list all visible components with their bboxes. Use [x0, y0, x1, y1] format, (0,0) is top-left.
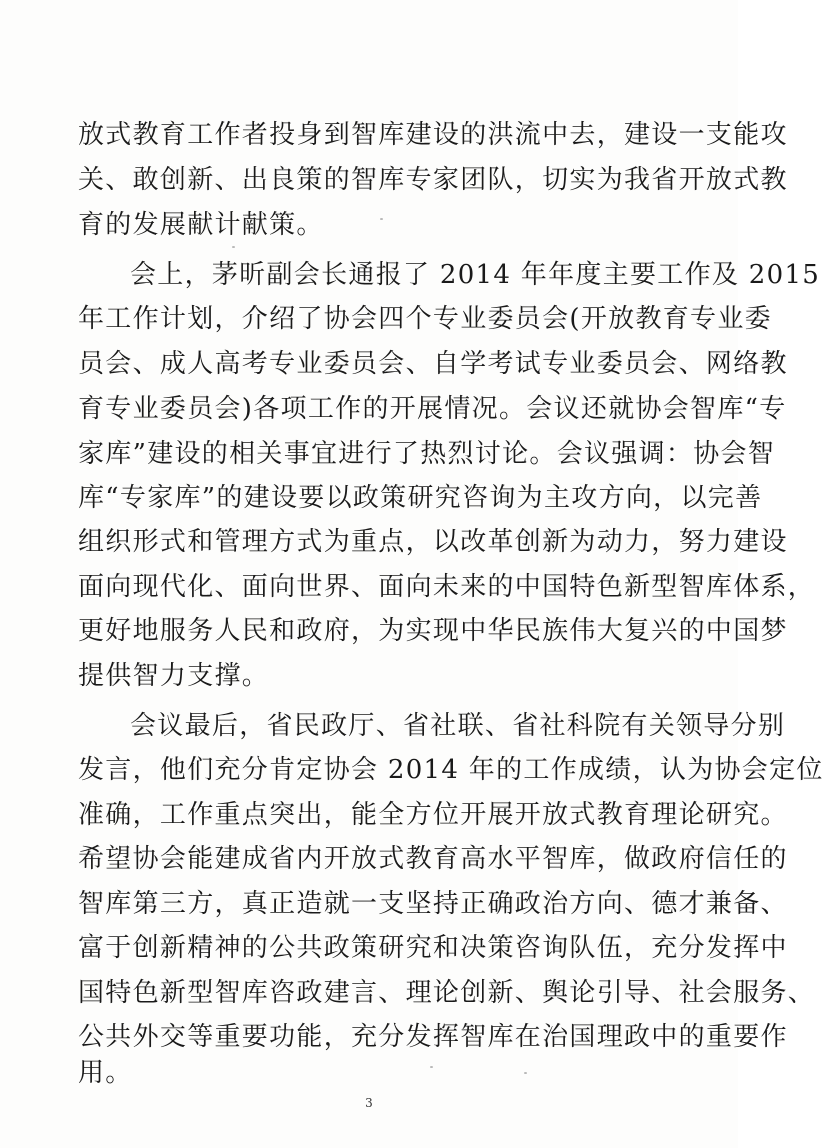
paragraph-line: 提供智力支撑。 [78, 661, 270, 691]
paragraph-line: 发言，他们充分肯定协会 2014 年的工作成绩，认为协会定位 [78, 755, 824, 785]
paragraph-line: 国特色新型智库咨政建言、理论创新、舆论引导、社会服务、 [78, 978, 816, 1008]
scan-speck [232, 246, 235, 248]
paragraph-line: 放式教育工作者投身到智库建设的洪流中去，建设一支能攻 [78, 120, 788, 150]
paragraph-line: 育的发展献计献策。 [78, 210, 324, 240]
paragraph-line: 育专业委员会)各项工作的开展情况。会议还就协会智库“专 [78, 394, 787, 424]
paragraph-line: 组织形式和管理方式为重点，以改革创新为动力，努力建设 [78, 527, 788, 557]
paragraph-line: 希望协会能建成省内开放式教育高水平智库，做政府信任的 [78, 844, 788, 874]
paragraph-line: 准确，工作重点突出，能全方位开展开放式教育理论研究。 [78, 800, 788, 830]
paragraph-line: 公共外交等重要功能，充分发挥智库在治国理政中的重要作 [78, 1022, 788, 1052]
paragraph-line: 智库第三方，真正造就一支坚持正确政治方向、德才兼备、 [78, 889, 788, 919]
paragraph-line: 员会、成人高考专业委员会、自学考试专业委员会、网络教 [78, 349, 788, 379]
page-number: 3 [365, 1096, 373, 1110]
paragraph-line: 富于创新精神的公共政策研究和决策咨询队伍，充分发挥中 [78, 933, 788, 963]
scan-speck [524, 1072, 527, 1074]
scan-speck [380, 218, 383, 220]
paragraph-line: 年工作计划，介绍了协会四个专业委员会(开放教育专业委 [78, 304, 772, 334]
paragraph-line: 会上，茅昕副会长通报了 2014 年年度主要工作及 2015 [130, 260, 821, 290]
paragraph-line: 库“专家库”的建设要以政策研究咨询为主攻方向，以完善 [78, 483, 763, 513]
paragraph-line: 关、敢创新、出良策的智库专家团队，切实为我省开放式教 [78, 165, 788, 195]
scan-speck [430, 1066, 433, 1068]
paragraph-line: 会议最后，省民政厅、省社联、省社科院有关领导分别 [130, 711, 786, 741]
paragraph-line: 面向现代化、面向世界、面向未来的中国特色新型智库体系， [78, 572, 816, 602]
paragraph-line: 家库”建设的相关事宜进行了热烈讨论。会议强调：协会智 [78, 439, 776, 469]
paragraph-line: 用。 [78, 1058, 133, 1088]
paragraph-line: 更好地服务人民和政府，为实现中华民族伟大复兴的中国梦 [78, 616, 788, 646]
